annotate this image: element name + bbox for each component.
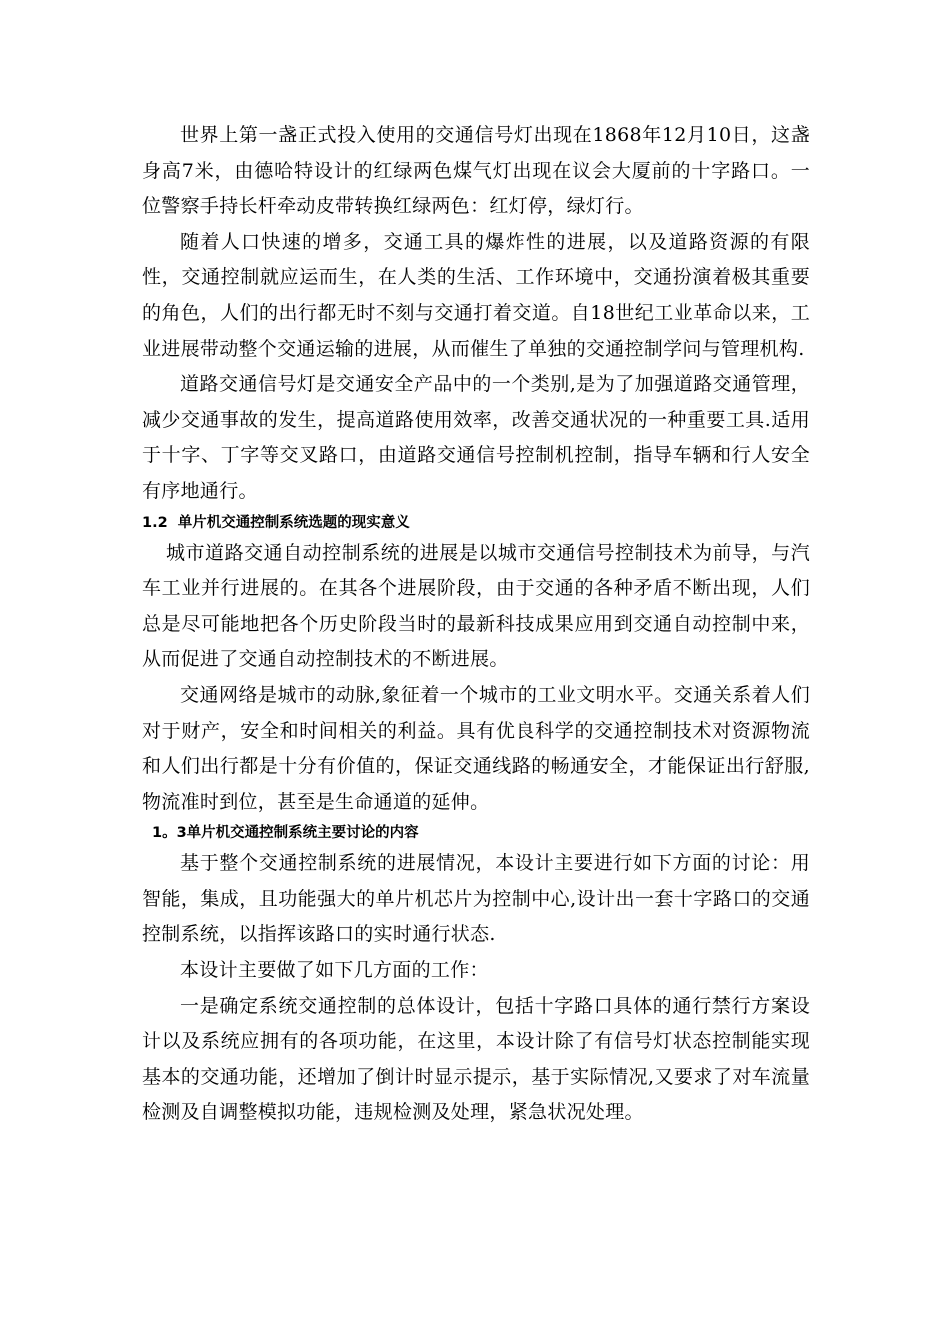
paragraph-design-overview: 基于整个交通控制系统的进展情况，本设计主要进行如下方面的讨论：用智能，集成，且功能强大的单片机芯片为控制中心,设计出一套十字路口的交通控制系统，以指挥该路口的实时通行状态. [142,852,810,946]
document-page [142,118,810,1131]
paragraph-first-traffic-light: 世界上第一盏正式投入使用的交通信号灯出现在1868年12月10日，这盏身高7米，由德哈特设计的红绿两色煤气灯出现在议会大厦前的十字路口。一位警察手持长杆牵动皮带转换红绿两色：红灯停，绿灯行。 [142,124,810,218]
paragraph-work-item-one: 一是确定系统交通控制的总体设计，包括十字路口具体的通行禁行方案设计以及系统应拥有的各项功能，在这里，本设计除了有信号灯状态控制能实现基本的交通功能，还增加了倒计时显示提示，基于实际情况,又要求了对车流量检测及自调整模拟功能，违规检测及处理，紧急状况处理。 [142,994,810,1124]
paragraph-urban-traffic-control: 城市道路交通自动控制系统的进展是以城市交通信号控制技术为前导，与汽车工业并行进展的。在其各个进展阶段，由于交通的各种矛盾不断出现，人们总是尽可能地把各个历史阶段当时的最新科技成果应用到交通自动控制中来，从而促进了交通自动控制技术的不断进展。 [142,541,810,671]
paragraph-traffic-network: 交通网络是城市的动脉,象征着一个城市的工业文明水平。交通关系着人们对于财产，安全和时间相关的利益。具有优良科学的交通控制技术对资源物流和人们出行都是十分有价值的，保证交通线路的畅通安全，才能保证出行舒服,物流准时到位，甚至是生命通道的延伸。 [142,683,810,813]
paragraph-signal-light-definition: 道路交通信号灯是交通安全产品中的一个类别,是为了加强道路交通管理，减少交通事故的发生，提高道路使用效率，改善交通状况的一种重要工具.适用于十字、丁字等交叉路口，由道路交通信号控制机控制，指导车辆和行人安全有序地通行。 [142,373,810,502]
section-heading-1-2: 1.2 单片机交通控制系统选题的现实意义 [142,514,410,531]
paragraph-work-intro: 本设计主要做了如下几方面的工作： [180,959,489,982]
paragraph-population-growth: 随着人口快速的增多，交通工具的爆炸性的进展，以及道路资源的有限性，交通控制就应运而生，在人类的生活、工作环境中，交通扮演着极其重要的角色，人们的出行都无时不刻与交通打着交道。自18世纪工业革命以来，工业进展带动整个交通运输的进展，从而催生了单独的交通控制学问与管理机构. [142,230,810,360]
section-heading-1-3: 1。3单片机交通控制系统主要讨论的内容 [152,825,419,842]
